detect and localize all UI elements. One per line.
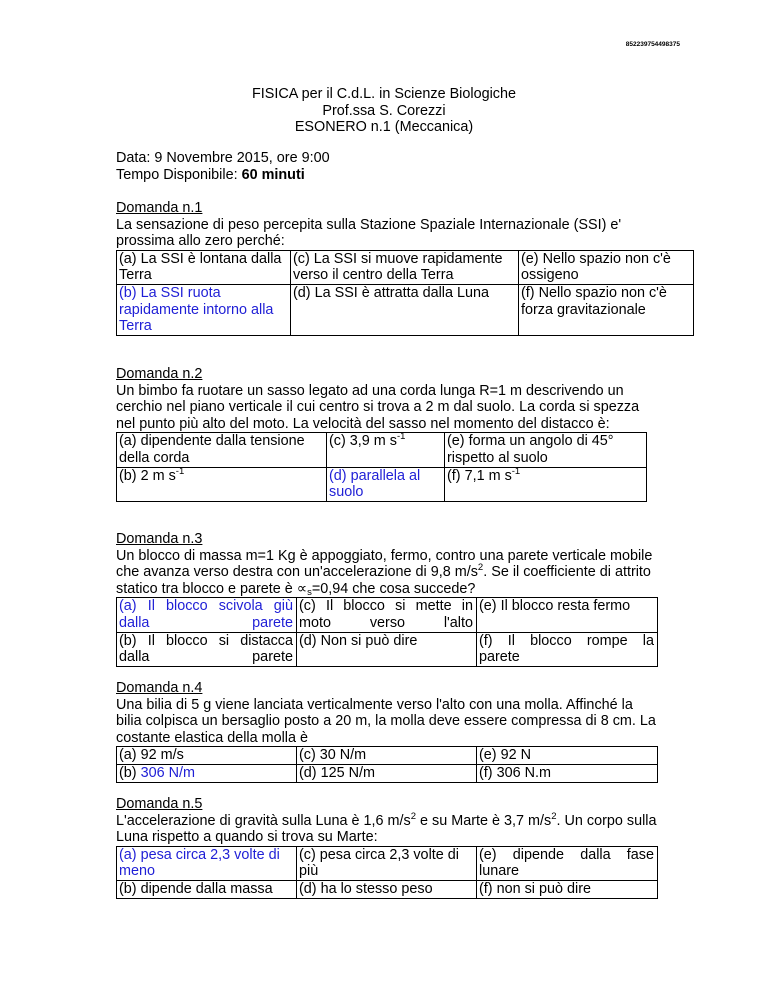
question-3-title: Domanda n.3	[116, 531, 203, 547]
duration-label: Tempo Disponibile:	[116, 166, 242, 183]
question-4-options	[116, 746, 658, 782]
q4-option-b-correct: 306 N/m	[140, 765, 195, 782]
question-2	[116, 366, 657, 502]
q1-option-d: (d) La SSI è attratta dalla Luna	[291, 285, 519, 336]
q3-option-d: (d) Non si può dire	[297, 632, 477, 666]
mu-symbol: ∝	[296, 580, 308, 597]
question-2-text: Un bimbo fa ruotare un sasso legato ad una corda lunga R=1 m descrivendo un cerchio nel piano verticale il cui centro si trova a 2 m dal suolo. La corda si spezza nel punto più alto del moto. La velocità del sasso nel momento del distacco è:	[116, 382, 640, 432]
exam-duration	[116, 167, 656, 184]
question-1-title: Domanda n.1	[116, 200, 203, 216]
q5-option-f: (f) non si può dire	[477, 881, 658, 899]
q2-option-c: (c) 3,9 m $s^{-1}$	[327, 433, 445, 467]
q1-option-a: (a) La SSI è lontana dalla Terra	[117, 250, 291, 284]
question-5	[116, 796, 657, 899]
question-1-text: La sensazione di peso percepita sulla Stazione Spaziale Internazionale (SSI) e' prossima allo zero perché:	[116, 216, 622, 250]
q1-option-b-correct: (b) La SSI ruota rapidamente intorno alla Terra	[117, 285, 291, 336]
question-4-text: Una bilia di 5 g viene lanciata verticalmente verso l'alto con una molla. Affinché la bilia colpisca un bersaglio posto a 20 m, la molla deve essere compressa di 8 cm. La costante elastica della molla è	[116, 696, 656, 746]
question-1-options	[116, 250, 694, 336]
question-5-title: Domanda n.5	[116, 796, 203, 812]
q2-option-e: (e) forma un angolo di 45° rispetto al suolo	[445, 433, 647, 467]
q2-option-d-correct: (d) parallela al suolo	[327, 467, 445, 501]
q1-option-e: (e) Nello spazio non c'è ossigeno	[519, 250, 694, 284]
question-2-options	[116, 432, 647, 501]
document-header	[116, 86, 652, 136]
question-1	[116, 200, 671, 336]
document-id: 852239754498375	[625, 41, 680, 48]
q2-option-f: (f) 7,1 m $s^{-1}$	[445, 467, 647, 501]
exam-meta	[116, 150, 656, 183]
q1-option-f: (f) Nello spazio non c'è forza gravitazionale	[519, 285, 694, 336]
exam-title: ESONERO n.1 (Meccanica)	[294, 119, 474, 136]
professor-name: Prof.ssa S. Corezzi	[322, 102, 446, 119]
q4-option-a: (a) 92 m/s	[117, 747, 297, 765]
exam-date: Data: 9 Novembre 2015, ore 9:00	[116, 150, 330, 166]
q5-option-c: (c) pesa circa 2,3 volte di più	[297, 846, 477, 880]
duration-value: 60 minuti	[241, 166, 305, 183]
q4-option-b: (b) 306 N/m	[117, 765, 297, 783]
question-3-text: Un blocco di massa m=1 Kg è appoggiato, fermo, contro una parete verticale mobile che avanza verso destra con un'accelerazione di 9,8 $m/s^2$. Se il coefficiente di attrito statico tra blocco e parete è $\propto_s=0,94$ che cosa succede?	[116, 547, 653, 598]
question-2-title: Domanda n.2	[116, 366, 203, 382]
q4-option-e: (e) 92 N	[477, 747, 658, 765]
q3-option-f: (f) Il blocco rompe la parete	[477, 632, 658, 666]
question-4	[116, 680, 657, 783]
q5-option-e: (e) dipende dalla fase lunare	[477, 846, 658, 880]
question-5-options	[116, 846, 658, 899]
q3-option-b: (b) Il blocco si distacca dalla parete	[117, 632, 297, 666]
question-3-options	[116, 597, 658, 666]
question-3	[116, 531, 657, 667]
question-5-text: L'accelerazione di gravità sulla Luna è 1,6 $m/s^2$ e su Marte è 3,7 $m/s^2$. Un corpo sulla Luna rispetto a quando si trova su Marte:	[116, 810, 657, 846]
q5-option-b: (b) dipende dalla massa	[117, 881, 297, 899]
question-4-title: Domanda n.4	[116, 680, 203, 696]
q3-option-e: (e) Il blocco resta fermo	[477, 598, 658, 632]
q1-option-c: (c) La SSI si muove rapidamente verso il centro della Terra	[291, 250, 519, 284]
q3-option-a-correct: (a) Il blocco scivola giù dalla parete	[117, 598, 297, 632]
q5-option-d: (d) ha lo stesso peso	[297, 881, 477, 899]
q4-option-c: (c) 30 N/m	[297, 747, 477, 765]
q4-option-f: (f) 306 N.m	[477, 765, 658, 783]
q5-option-a-correct: (a) pesa circa 2,3 volte di meno	[117, 846, 297, 880]
q4-option-d: (d) 125 N/m	[297, 765, 477, 783]
q2-option-a: (a) dipendente dalla tensione della corda	[117, 433, 327, 467]
q2-option-b: (b) 2 m $s^{-1}$	[117, 467, 327, 501]
q3-option-c: (c) Il blocco si mette in moto verso l'alto	[297, 598, 477, 632]
course-title: FISICA per il C.d.L. in Scienze Biologiche	[252, 86, 516, 102]
